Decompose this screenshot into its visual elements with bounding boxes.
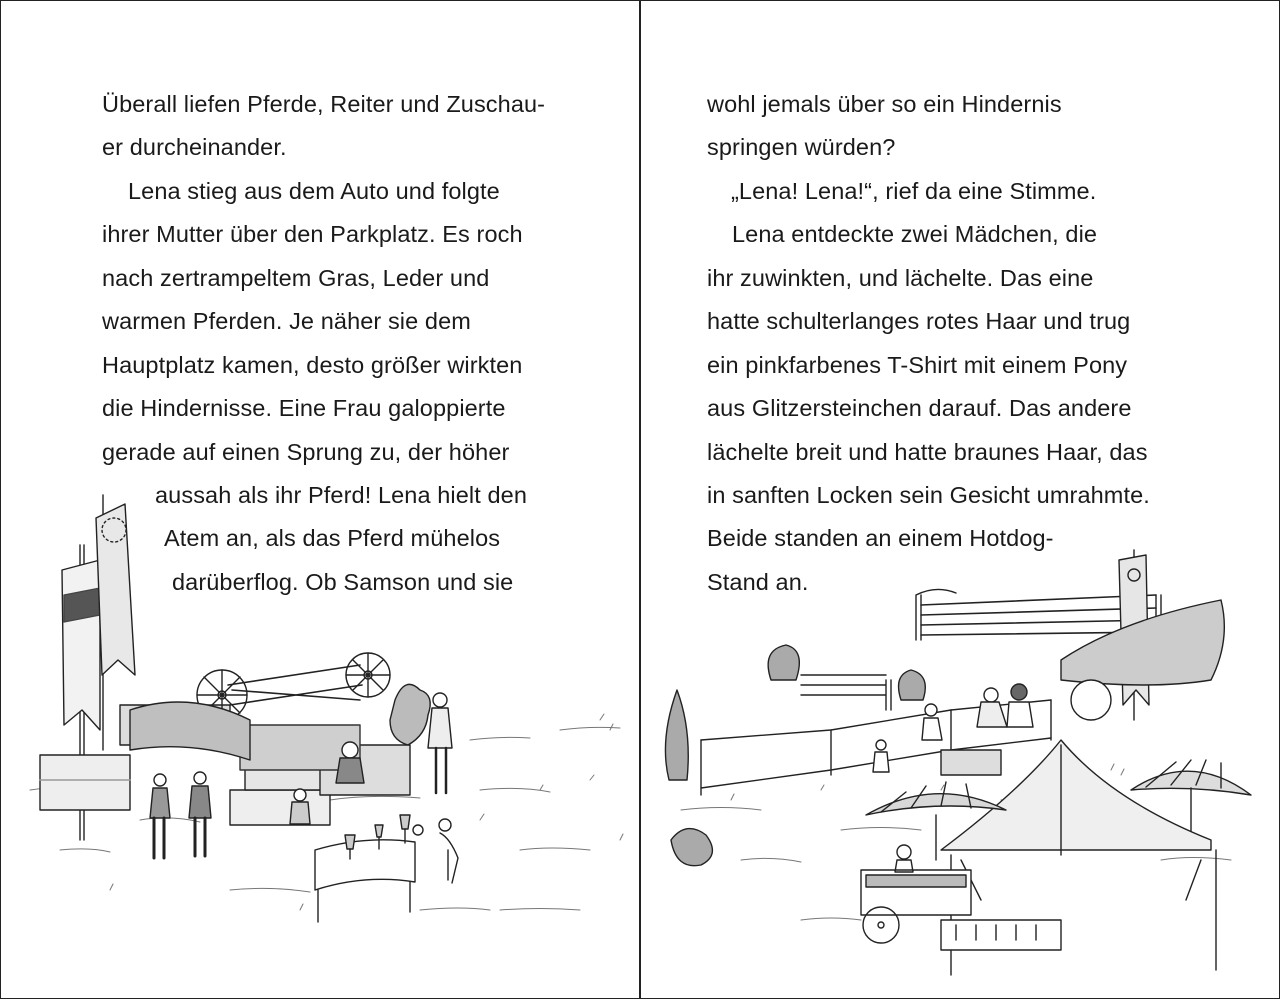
right-page: [641, 0, 1279, 999]
text-line: Stand an.: [707, 569, 809, 595]
text-line: wohl jemals über so ein Hindernis: [707, 91, 1062, 117]
text-line: ihrer Mutter über den Parkplatz. Es roch: [102, 221, 523, 247]
text-line: darüberflog. Ob Samson und sie: [172, 569, 514, 595]
text-line: springen würden?: [707, 134, 896, 160]
left-page: [0, 0, 638, 999]
text-line: ein pinkfarbenes T-Shirt mit einem Pony: [707, 352, 1128, 378]
text-line: Lena stieg aus dem Auto und folgte: [128, 178, 500, 204]
show-arena-illustration: [0, 490, 638, 930]
text-line: Überall liefen Pferde, Reiter und Zuschau-: [102, 91, 546, 117]
text-line: „Lena! Lena!“, rief da eine Stimme.: [731, 178, 1097, 204]
shrub: [390, 684, 430, 745]
girls-on-hay: [873, 684, 1033, 775]
text-line: gerade auf einen Sprung zu, der höher: [102, 439, 510, 465]
text-line: er durcheinander.: [102, 134, 287, 160]
text-line: Beide standen an einem Hotdog-: [707, 525, 1054, 551]
text-line: aussah als ihr Pferd! Lena hielt den: [155, 482, 528, 508]
text-line: hatte schulterlanges rotes Haar und trug: [707, 308, 1131, 334]
market-grounds-illustration: [641, 540, 1277, 980]
display-table: [941, 920, 1061, 950]
text-line: Atem an, als das Pferd mühelos: [164, 525, 501, 551]
trophy-table: [315, 815, 423, 922]
text-line: Hauptplatz kamen, desto größer wirkten: [102, 352, 523, 378]
text-line: ihr zuwinkten, und lächelte. Das eine: [707, 265, 1094, 291]
text-line: in sanften Locken sein Gesicht umrahmte.: [707, 482, 1150, 508]
text-line: warmen Pferden. Je näher sie dem: [102, 308, 471, 334]
text-line: aus Glitzersteinchen darauf. Das andere: [707, 395, 1132, 421]
text-line: nach zertrampeltem Gras, Leder und: [102, 265, 490, 291]
text-line: Lena entdeckte zwei Mädchen, die: [732, 221, 1098, 247]
text-line: die Hindernisse. Eine Frau galoppierte: [102, 395, 506, 421]
text-line: lächelte breit und hatte braunes Haar, das: [707, 439, 1148, 465]
